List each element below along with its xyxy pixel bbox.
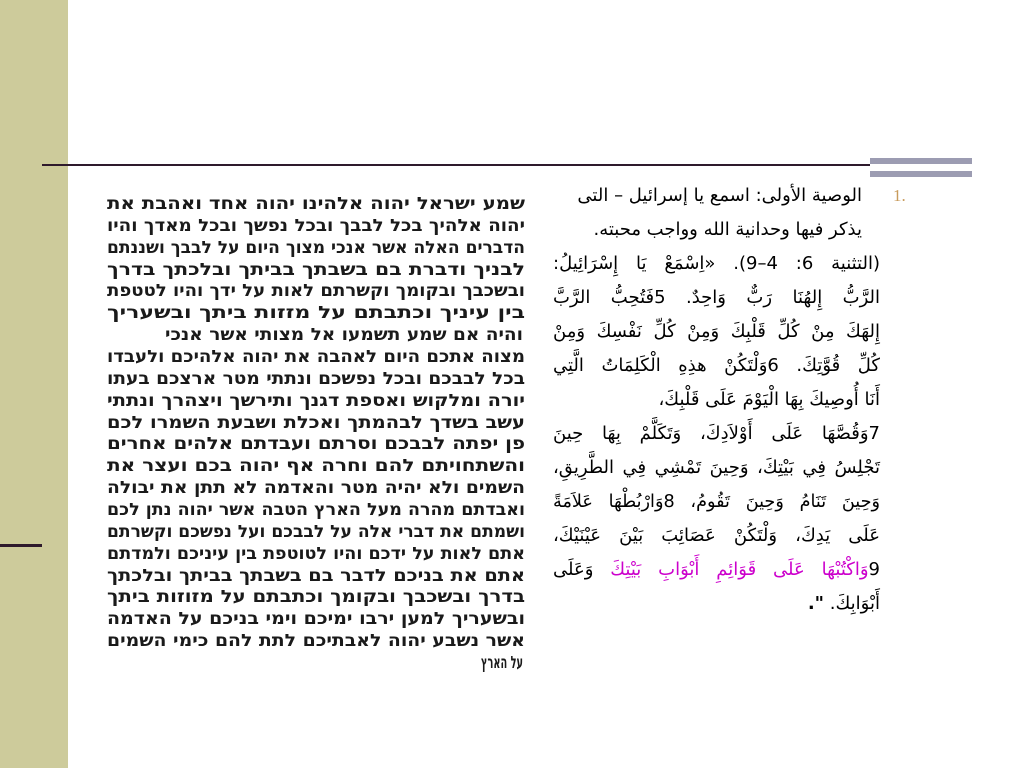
text-line	[553, 349, 880, 383]
manuscript-line: ובשכבך ובקומך וקשרתם לאות על ידך והיו לטטפת	[107, 281, 525, 301]
manuscript-line: יורה ומלקוש ואספת דגנך ותירשך ויצהרך ונתתי	[107, 391, 525, 411]
manuscript-line: השמים ולא יהיה מטר והאדמה לא תתן את יבולה	[107, 478, 525, 498]
manuscript-line: אשר נשבע יהוה לאבתיכם לתת להם כימי השמים	[107, 631, 525, 651]
text-line	[553, 587, 880, 621]
highlighted-verse-text: وَاكْتُبْهَا عَلَى قَوَائِمِ أَبْوَابِ بَيْتِكَ	[610, 559, 869, 580]
text-line	[553, 247, 880, 281]
text-line-content: الرَّبُّ إِلهُنَا رَبٌّ وَاحِدٌ. 5فَتُحِبُّ الرَّبَّ	[553, 287, 880, 308]
text-line-content: كُلِّ قُوَّتِكَ. 6وَلْتَكُنْ هذِهِ الْكَلِمَاتُ الَّتِي	[553, 355, 880, 376]
text-line-content	[553, 559, 880, 580]
manuscript-line: ואבדתם מהרה מעל הארץ הטבה אשר יהוה נתן לכם	[107, 500, 525, 520]
text-line-content: (التثنية 6: 4–9). «اِسْمَعْ يَا إِسْرَائِيلُ:	[553, 253, 880, 274]
text-line-content: وَحِينَ تَنَامُ وَحِينَ تَقُومُ، 8وَارْبُطْهَا عَلاَمَةً	[553, 492, 880, 512]
manuscript-line: בין עיניך וכתבתם על מזזות ביתך ובשעריך	[107, 303, 525, 323]
manuscript-line: לבניך ודברת בם בשבתך בביתך ובלכתך בדרך	[107, 260, 525, 280]
text-line	[553, 417, 880, 451]
sidebar-divider-rule	[0, 544, 42, 547]
text-line-content: 7وَقُصَّهَا عَلَى أَوْلاَدِكَ، وَتَكَلَّمْ بِهَا حِينَ	[553, 423, 880, 444]
closing-text: أَبْوَابِكَ.	[824, 593, 880, 614]
manuscript-line: ושמתם את דברי אלה על לבבכם ועל נפשכם וקשרתם	[107, 522, 525, 542]
text-line-content: عَلَى يَدِكَ، وَلْتَكُنْ عَصَائِبَ بَيْنَ عَيْنَيْكَ،	[553, 525, 880, 546]
manuscript-line: יהוה אלהיך בכל לבבך ובכל נפשך ובכל מאדך והיו	[107, 216, 525, 236]
divider-accent-upper	[870, 158, 972, 164]
manuscript-line: עשב בשדך לבהמתך ואכלת ושבעת השמרו לכם	[107, 413, 525, 433]
manuscript-line: בכל לבבכם ובכל נפשכם ונתתי מטר ארצכם בעתו	[107, 369, 525, 389]
text-line-content: يذكر فيها وحدانية الله وواجب محبته.	[593, 219, 862, 240]
hebrew-manuscript-image	[103, 190, 530, 675]
text-line	[553, 281, 880, 315]
text-line-content: تَجْلِسُ فِي بَيْتِكَ، وَحِينَ تَمْشِي فِي الطَّرِيقِ،	[553, 457, 880, 478]
text-line	[553, 451, 880, 485]
text-line	[553, 485, 880, 519]
text-line	[553, 553, 880, 587]
verse-number: 9	[868, 559, 880, 580]
manuscript-line: הדברים האלה אשר אנכי מצוך היום על לבבך ושננתם	[107, 238, 525, 258]
text-line	[553, 519, 880, 553]
text-line-content: إِلهَكَ مِنْ كُلِّ قَلْبِكَ وَمِنْ كُلِّ نَفْسِكَ وَمِنْ	[553, 321, 880, 342]
manuscript-line: והשתחויתם להם וחרה אף יהוה בכם ועצר את	[107, 456, 525, 476]
verse-text-tail: وَعَلَى	[553, 559, 611, 580]
manuscript-line: אתם לאות על ידכם והיו לטוטפת בין עיניכם ולמדתם	[107, 544, 525, 564]
text-line	[553, 383, 880, 417]
text-line	[553, 179, 880, 213]
text-line	[553, 213, 880, 247]
list-marker: 1.	[893, 186, 906, 205]
text-line-content: أَنَا أُوصِيكَ بِهَا الْيَوْمَ عَلَى قَلْبِكَ،	[658, 389, 880, 410]
manuscript-line: על הארץ	[481, 653, 523, 673]
text-line-content	[808, 593, 880, 614]
manuscript-line: בדרך ובשכבך ובקומך וכתבתם על מזוזות ביתך	[107, 587, 525, 607]
manuscript-line: שמע ישראל יהוה אלהינו יהוה אחד ואהבת את	[107, 194, 526, 214]
manuscript-line: מצוה אתכם היום לאהבה את יהוה אלהיכם ולעבדו	[107, 347, 525, 367]
manuscript-line: פן יפתה לבבכם וסרתם ועבדתם אלהים אחרים	[107, 434, 525, 454]
text-line-content: الوصية الأولى: اسمع يا إسرائيل – التى	[577, 185, 862, 206]
arabic-text-block	[553, 179, 880, 621]
manuscript-text-svg	[103, 190, 530, 675]
divider-accent-lower	[870, 171, 972, 177]
manuscript-line: אתם את בניכם לדבר בם בשבתך בביתך ובלכתך	[107, 566, 525, 586]
manuscript-line: והיה אם שמע תשמעו אל מצותי אשר אנכי	[165, 325, 523, 345]
closing-quote: ".	[807, 593, 825, 614]
manuscript-line: ובשעריך למען ירבו ימיכם וימי בניכם על האדמה	[107, 609, 525, 629]
text-line	[553, 315, 880, 349]
title-divider-rule	[42, 164, 870, 166]
accent-sidebar-bar	[0, 0, 68, 768]
